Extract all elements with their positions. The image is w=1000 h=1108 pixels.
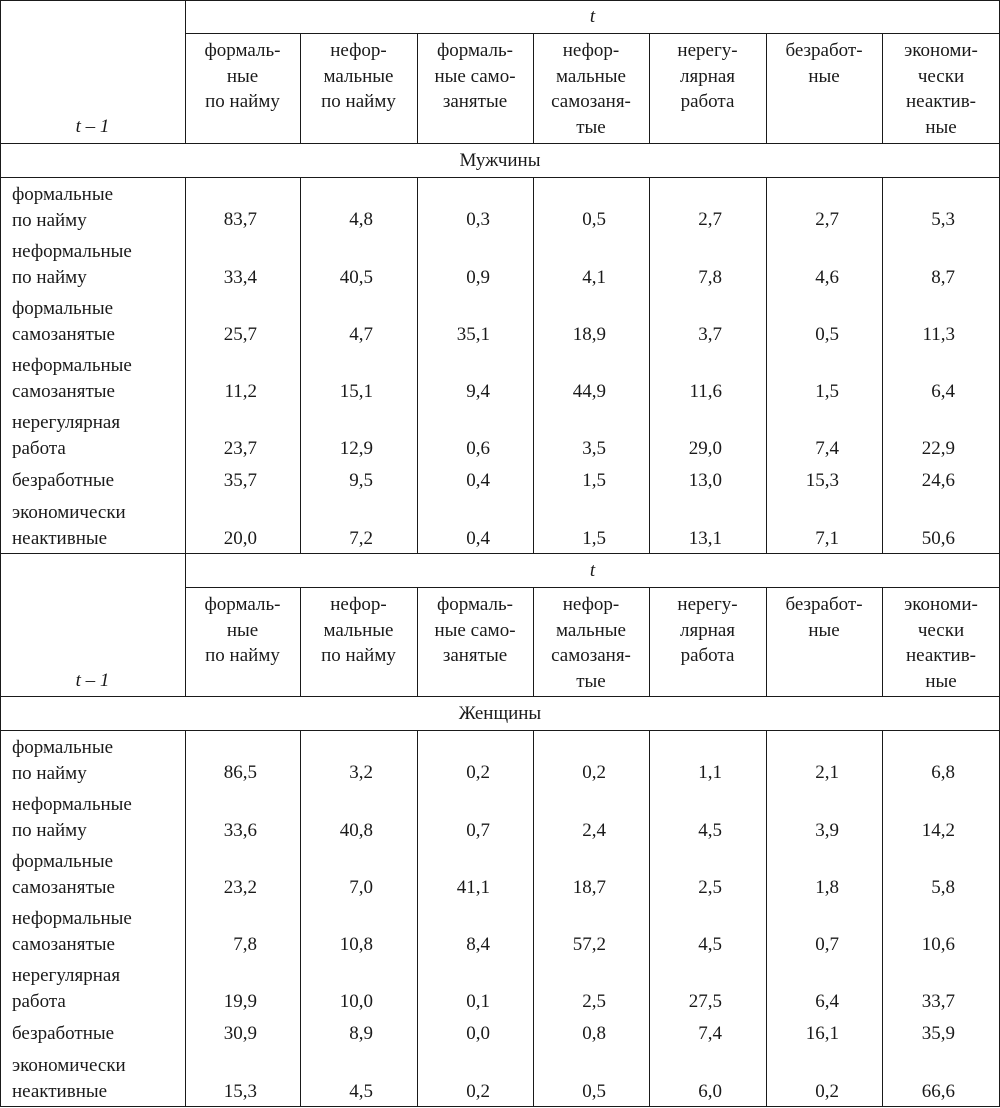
table-cell: 7,1 [815, 528, 839, 549]
rule [185, 587, 1000, 588]
table-cell: 2,1 [815, 762, 839, 783]
rule [417, 177, 418, 553]
table-cell: 10,6 [921, 934, 955, 955]
table-cell: 0,7 [466, 820, 490, 841]
table-cell: 0,6 [466, 438, 490, 459]
rule [882, 177, 883, 553]
table-cell: 0,7 [815, 934, 839, 955]
table-cell: 35,1 [456, 324, 490, 345]
row-label: формальные по найму [12, 184, 114, 231]
row-label: неформальные по найму [12, 241, 132, 288]
col-header-formal-self-employed: формаль- ные само- занятые [434, 594, 516, 666]
table-cell: 33,6 [223, 820, 257, 841]
t-header: t [589, 6, 596, 27]
table-cell: 3,5 [582, 438, 606, 459]
table-cell: 13,0 [688, 470, 722, 491]
rule [300, 177, 301, 553]
table-cell: 18,7 [572, 877, 606, 898]
table-cell: 23,2 [223, 877, 257, 898]
table-cell: 1,1 [698, 762, 722, 783]
table-cell: 2,4 [582, 820, 606, 841]
rule [0, 696, 1000, 697]
table-cell: 0,4 [466, 528, 490, 549]
table-cell: 7,2 [349, 528, 373, 549]
table-cell: 57,2 [572, 934, 606, 955]
table-cell: 0,1 [466, 991, 490, 1012]
table-cell: 33,4 [223, 267, 257, 288]
table-cell: 4,1 [582, 267, 606, 288]
table-cell: 20,0 [223, 528, 257, 549]
rule [185, 33, 1000, 34]
table-cell: 10,8 [339, 934, 373, 955]
table-cell: 14,2 [921, 820, 955, 841]
table-cell: 86,5 [223, 762, 257, 783]
table-cell: 3,2 [349, 762, 373, 783]
table-cell: 0,2 [815, 1081, 839, 1102]
rule [185, 730, 186, 1107]
rule [766, 177, 767, 553]
table-cell: 0,2 [466, 1081, 490, 1102]
table-cell: 0,2 [582, 762, 606, 783]
table-cell: 7,4 [698, 1023, 722, 1044]
table-cell: 23,7 [223, 438, 257, 459]
col-header-informal-self-employed: нефор- мальные самозаня- тые [551, 40, 631, 138]
table-cell: 0,5 [815, 324, 839, 345]
table-cell: 7,8 [233, 934, 257, 955]
table-cell: 66,6 [921, 1081, 955, 1102]
section-title-women: Женщины [458, 703, 542, 724]
table-cell: 5,3 [931, 209, 955, 230]
col-header-inactive: экономи- чески неактив- ные [904, 40, 978, 138]
rule [0, 177, 1, 553]
table-cell: 2,5 [582, 991, 606, 1012]
table-cell: 8,7 [931, 267, 955, 288]
row-label: безработные [12, 470, 115, 491]
table-cell: 6,8 [931, 762, 955, 783]
rule [300, 730, 301, 1107]
col-header-formal-employed: формаль- ные по найму [204, 40, 281, 112]
table-cell: 0,8 [582, 1023, 606, 1044]
table-cell: 4,6 [815, 267, 839, 288]
table-cell: 2,5 [698, 877, 722, 898]
table-cell: 18,9 [572, 324, 606, 345]
table-cell: 15,3 [805, 470, 839, 491]
table-cell: 1,5 [582, 470, 606, 491]
table-cell: 40,5 [339, 267, 373, 288]
table-cell: 7,0 [349, 877, 373, 898]
table-cell: 11,6 [689, 381, 722, 402]
table-cell: 19,9 [223, 991, 257, 1012]
rule [0, 553, 1000, 554]
table-cell: 3,9 [815, 820, 839, 841]
table-cell: 0,9 [466, 267, 490, 288]
table-cell: 83,7 [223, 209, 257, 230]
table-cell: 0,2 [466, 762, 490, 783]
table-cell: 4,7 [349, 324, 373, 345]
table-cell: 0,5 [582, 209, 606, 230]
table-cell: 27,5 [688, 991, 722, 1012]
col-header-informal-self-employed: нефор- мальные самозаня- тые [551, 594, 631, 692]
table-cell: 4,8 [349, 209, 373, 230]
col-header-unemployed: безработ- ные [785, 594, 863, 641]
table-cell: 25,7 [223, 324, 257, 345]
table-cell: 4,5 [349, 1081, 373, 1102]
table-cell: 13,1 [688, 528, 722, 549]
row-label: экономически неактивные [12, 502, 126, 549]
col-header-informal-employed: нефор- мальные по найму [321, 594, 396, 666]
table-cell: 2,7 [815, 209, 839, 230]
rule [766, 730, 767, 1107]
table-cell: 5,8 [931, 877, 955, 898]
col-header-formal-self-employed: формаль- ные само- занятые [434, 40, 516, 112]
rule [533, 730, 534, 1107]
t-header: t [589, 560, 596, 581]
row-label: неформальные самозанятые [12, 355, 132, 402]
rule [882, 730, 883, 1107]
table-cell: 0,3 [466, 209, 490, 230]
col-header-informal-employed: нефор- мальные по найму [321, 40, 396, 112]
table-cell: 6,0 [698, 1081, 722, 1102]
table-cell: 8,9 [349, 1023, 373, 1044]
rule [533, 177, 534, 553]
table-cell: 15,1 [339, 381, 373, 402]
table-cell: 7,8 [698, 267, 722, 288]
row-label: экономически неактивные [12, 1055, 126, 1102]
table-cell: 9,5 [349, 470, 373, 491]
table-cell: 15,3 [223, 1081, 257, 1102]
row-label: безработные [12, 1023, 115, 1044]
table-cell: 1,5 [815, 381, 839, 402]
table-cell: 3,7 [698, 324, 722, 345]
rule [417, 730, 418, 1107]
rule [185, 177, 186, 553]
table-cell: 11,3 [922, 324, 955, 345]
table-cell: 44,9 [572, 381, 606, 402]
col-header-irregular-work: нерегу- лярная работа [677, 40, 738, 112]
table-cell: 4,5 [698, 934, 722, 955]
rule [649, 177, 650, 553]
row-label: нерегулярная работа [12, 965, 121, 1012]
table-cell: 33,7 [921, 991, 955, 1012]
table-cell: 30,9 [223, 1023, 257, 1044]
col-header-formal-employed: формаль- ные по найму [204, 594, 281, 666]
table-cell: 12,9 [339, 438, 373, 459]
row-label: формальные самозанятые [12, 298, 115, 345]
table-cell: 7,4 [815, 438, 839, 459]
rule [0, 1106, 1000, 1107]
table-cell: 10,0 [339, 991, 373, 1012]
table-cell: 22,9 [921, 438, 955, 459]
table-cell: 35,9 [921, 1023, 955, 1044]
table-cell: 29,0 [688, 438, 722, 459]
row-label: формальные самозанятые [12, 851, 115, 898]
row-label: неформальные по найму [12, 794, 132, 841]
table-cell: 35,7 [223, 470, 257, 491]
table-cell: 6,4 [815, 991, 839, 1012]
col-header-unemployed: безработ- ные [785, 40, 863, 87]
t-minus-1-header: t – 1 [75, 116, 110, 137]
row-label: неформальные самозанятые [12, 908, 132, 955]
rule [0, 0, 1000, 1]
table-cell: 50,6 [921, 528, 955, 549]
t-minus-1-header: t – 1 [75, 670, 110, 691]
table-cell: 24,6 [921, 470, 955, 491]
table-cell: 11,2 [224, 381, 257, 402]
table-cell: 4,5 [698, 820, 722, 841]
row-label: формальные по найму [12, 737, 114, 784]
table-cell: 0,5 [582, 1081, 606, 1102]
table-cell: 0,4 [466, 470, 490, 491]
table-cell: 6,4 [931, 381, 955, 402]
row-label: нерегулярная работа [12, 412, 121, 459]
rule [0, 730, 1000, 731]
table-cell: 1,5 [582, 528, 606, 549]
rule [0, 730, 1, 1107]
table-cell: 40,8 [339, 820, 373, 841]
rule [0, 177, 1000, 178]
table-cell: 0,0 [466, 1023, 490, 1044]
rule [0, 143, 1000, 144]
rule [649, 730, 650, 1107]
section-title-men: Мужчины [459, 150, 541, 171]
col-header-irregular-work: нерегу- лярная работа [677, 594, 738, 666]
table-cell: 8,4 [466, 934, 490, 955]
table-cell: 9,4 [466, 381, 490, 402]
table-cell: 1,8 [815, 877, 839, 898]
table-cell: 41,1 [456, 877, 490, 898]
col-header-inactive: экономи- чески неактив- ные [904, 594, 978, 692]
table-cell: 2,7 [698, 209, 722, 230]
table-cell: 16,1 [805, 1023, 839, 1044]
